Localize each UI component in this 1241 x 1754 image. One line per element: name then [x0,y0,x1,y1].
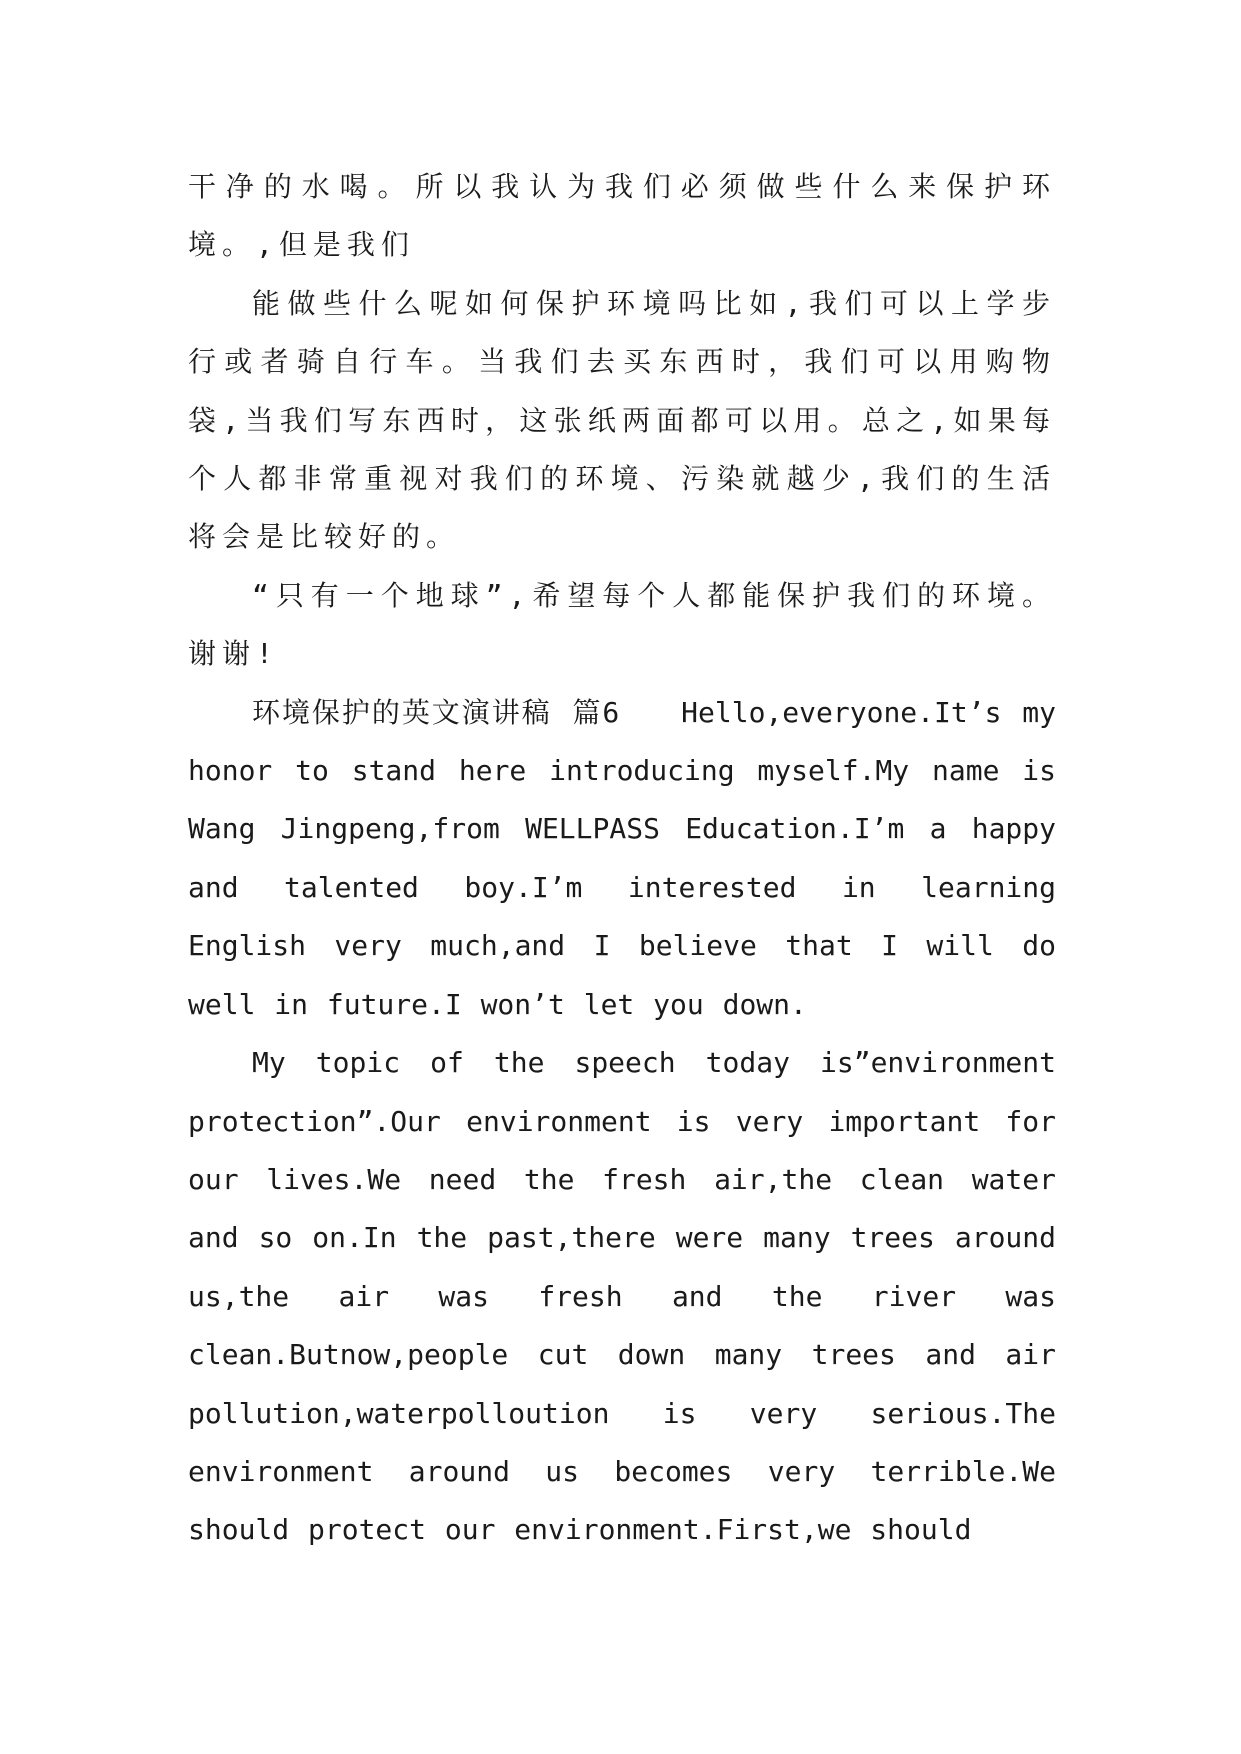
body-text [188,158,1056,1560]
paragraph-1: 干净的水喝。所以我认为我们必须做些什么来保护环境。,但是我们 [188,170,1056,262]
paragraph-5: My topic of the speech today is”environment protection”.Our environment is very important for our lives.We need the fresh air,the clean water and so on.In the past,there were many trees around us,the air was fresh and the river was clean.Butnow,people cut down many trees and air pollution,waterpolloution is very serious.The environment around us becomes very terrible.We should protect our environment.First,we should [188,1046,1056,1547]
paragraph-3: “只有一个地球”,希望每个人都能保护我们的环境。谢谢! [188,578,1056,671]
paragraph-2: 能做些什么呢如何保护环境吗比如,我们可以上学步行或者骑自行车。当我们去买东西时，我们可以用购物袋,当我们写东西时，这张纸两面都可以用。总之,如果每个人都非常重视对我们的环境、污染就越少,我们的生活将会是比较好的。 [188,286,1056,554]
paragraph-4: 环境保护的英文演讲稿 篇6 Hello,everyone.It’s my honor to stand here introducing myself.My name is Wang Jingpeng,from WELLPASS Education.I’m a happy and talented boy.I’m interested in learning English very much,and I believe that I will do well in future.I won’t let you down. [188,695,1056,1021]
